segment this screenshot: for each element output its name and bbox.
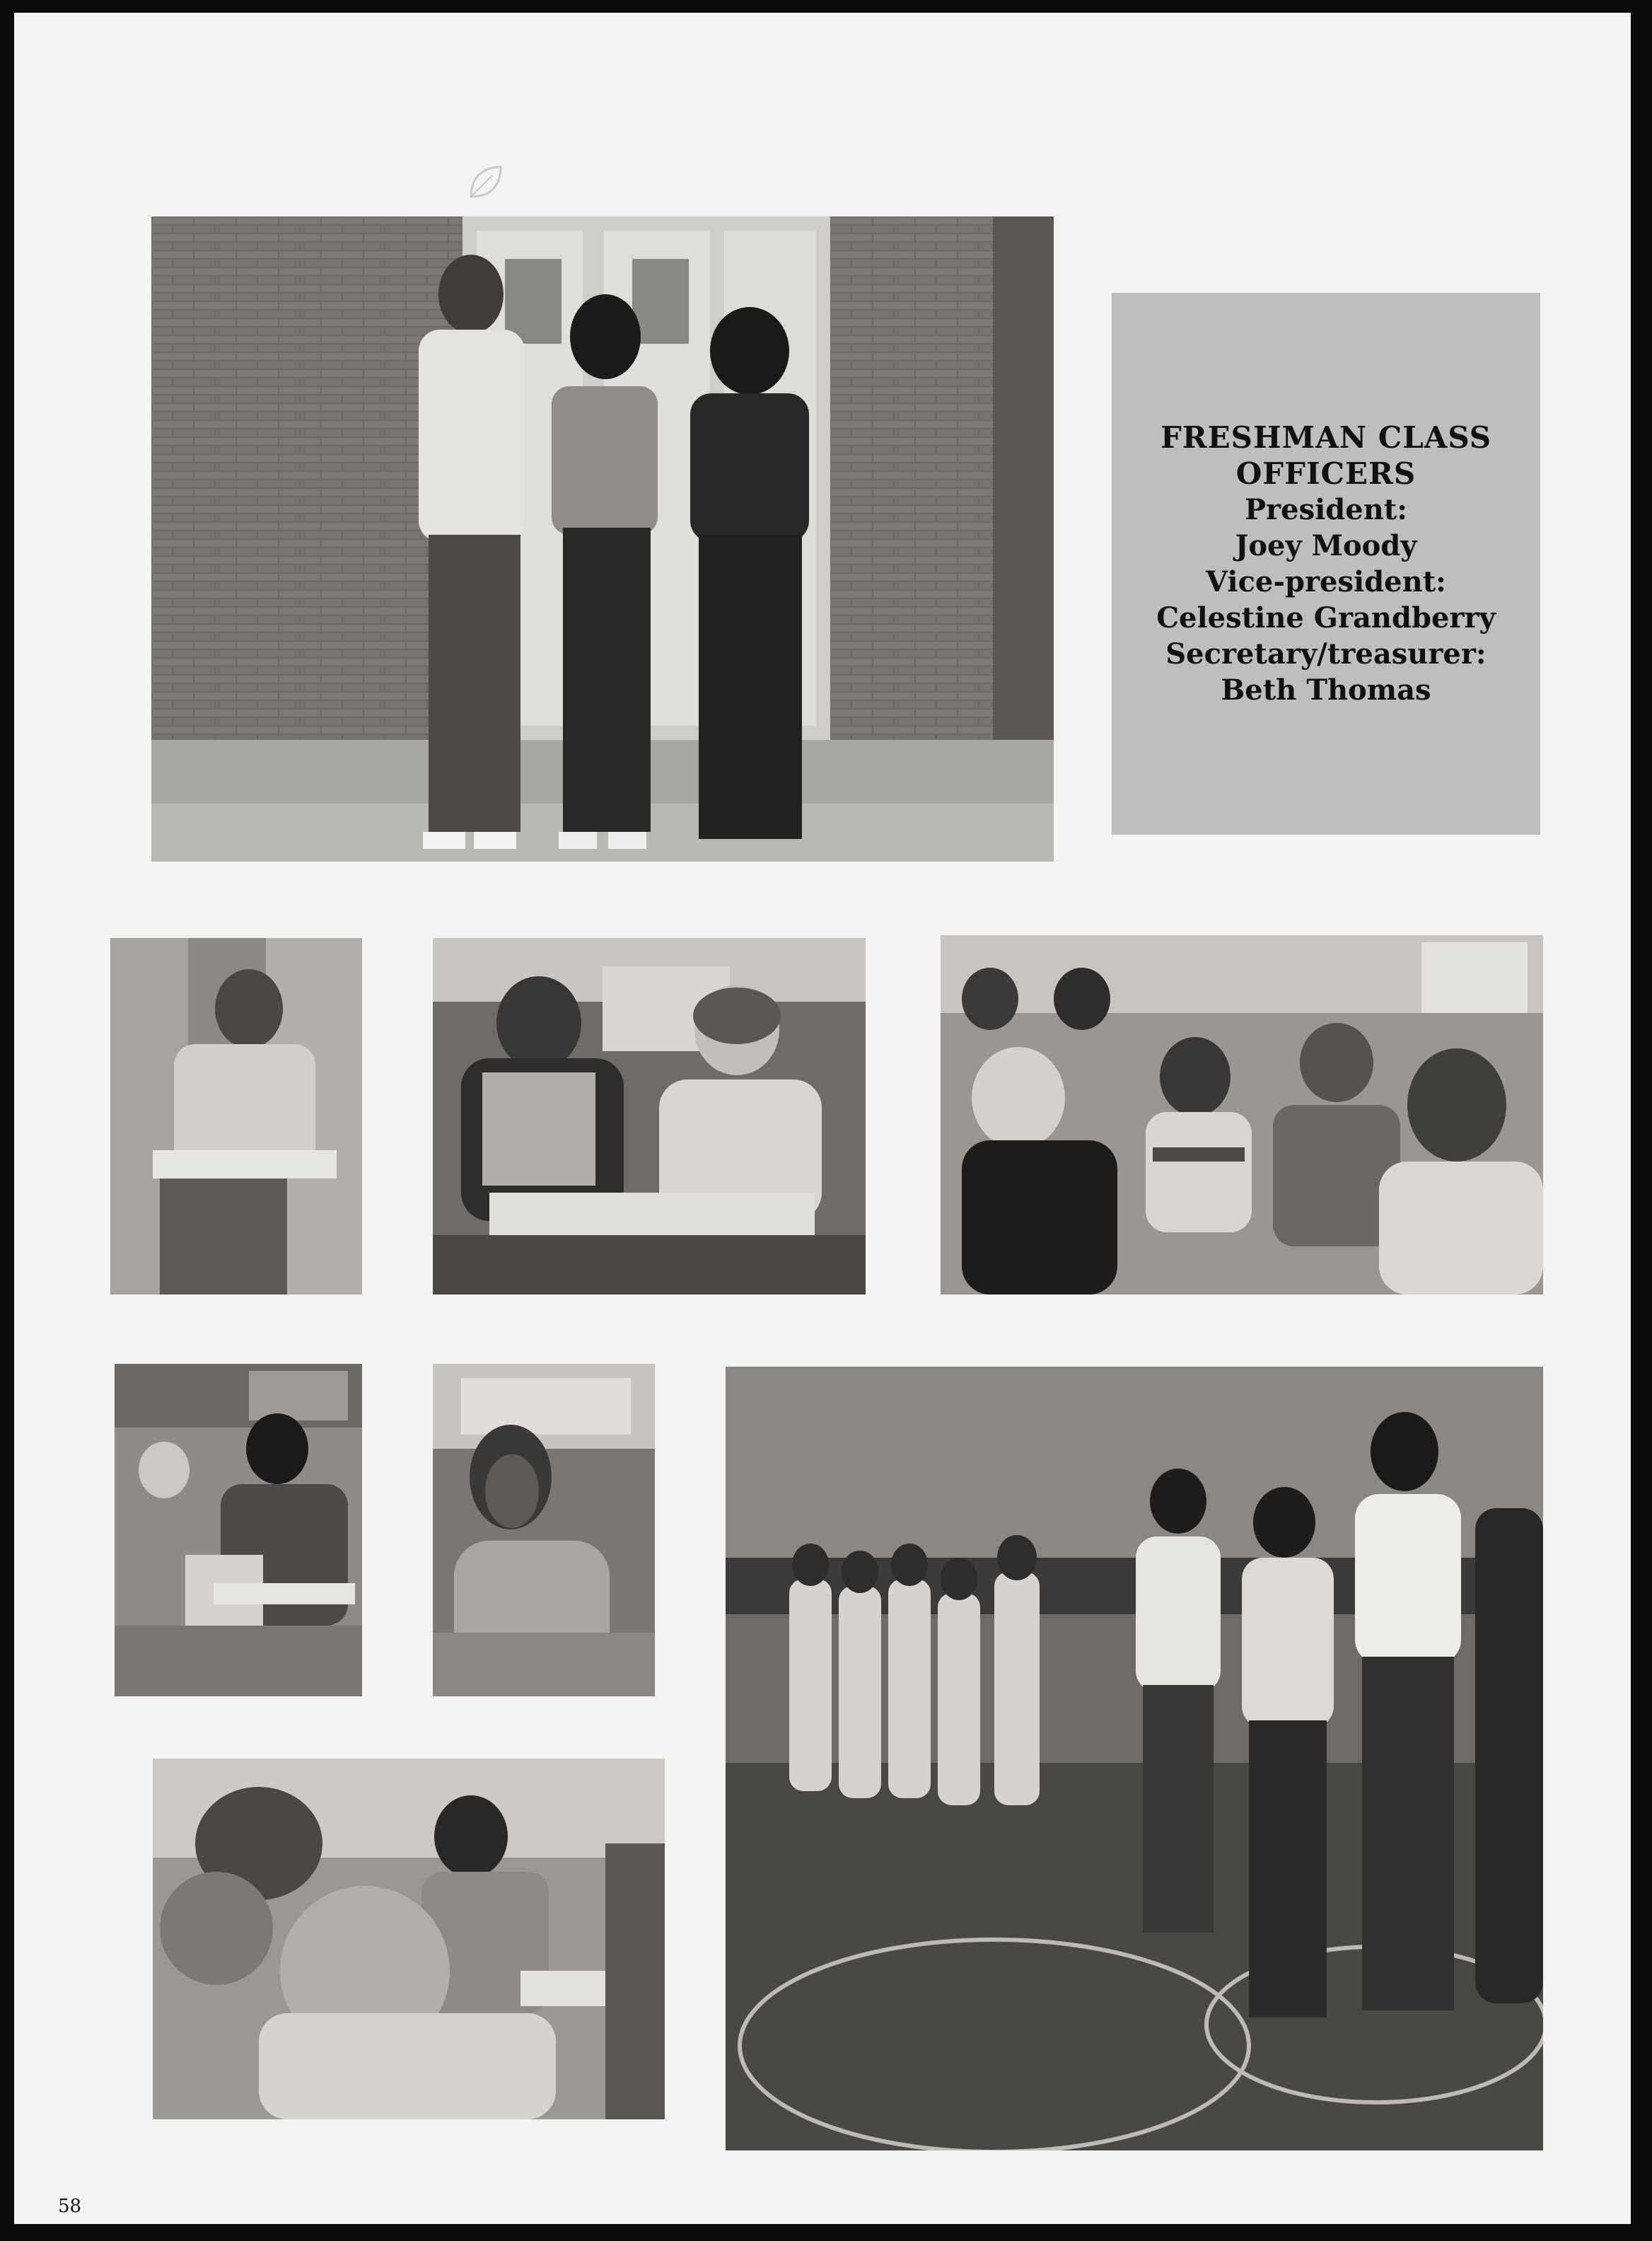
gym-activity-photo bbox=[726, 1367, 1543, 2150]
leaf-icon bbox=[464, 161, 506, 204]
officers-photo bbox=[151, 216, 1054, 862]
caption-role-secretary: Secretary/treasurer: bbox=[1165, 637, 1487, 671]
caption-name-secretary: Beth Thomas bbox=[1221, 673, 1431, 707]
caption-heading-line1: FRESHMAN CLASS bbox=[1160, 420, 1492, 455]
classroom-group-photo bbox=[941, 935, 1543, 1295]
page-number: 58 bbox=[58, 2196, 82, 2217]
caption-heading-line2: OFFICERS bbox=[1235, 456, 1417, 491]
yearbook-page bbox=[14, 13, 1631, 2224]
caption-name-vice-president: Celestine Grandberry bbox=[1156, 601, 1496, 635]
student-writing-photo bbox=[110, 938, 362, 1295]
students-at-desks-photo bbox=[115, 1364, 362, 1696]
students-taking-test-photo bbox=[153, 1759, 665, 2119]
caption-role-vice-president: Vice-president: bbox=[1206, 565, 1446, 598]
girl-in-classroom-photo bbox=[433, 1364, 655, 1696]
students-talking-photo bbox=[433, 938, 866, 1295]
caption-name-president: Joey Moody bbox=[1235, 529, 1417, 562]
class-officers-caption bbox=[1112, 293, 1540, 835]
caption-role-president: President: bbox=[1244, 493, 1408, 526]
